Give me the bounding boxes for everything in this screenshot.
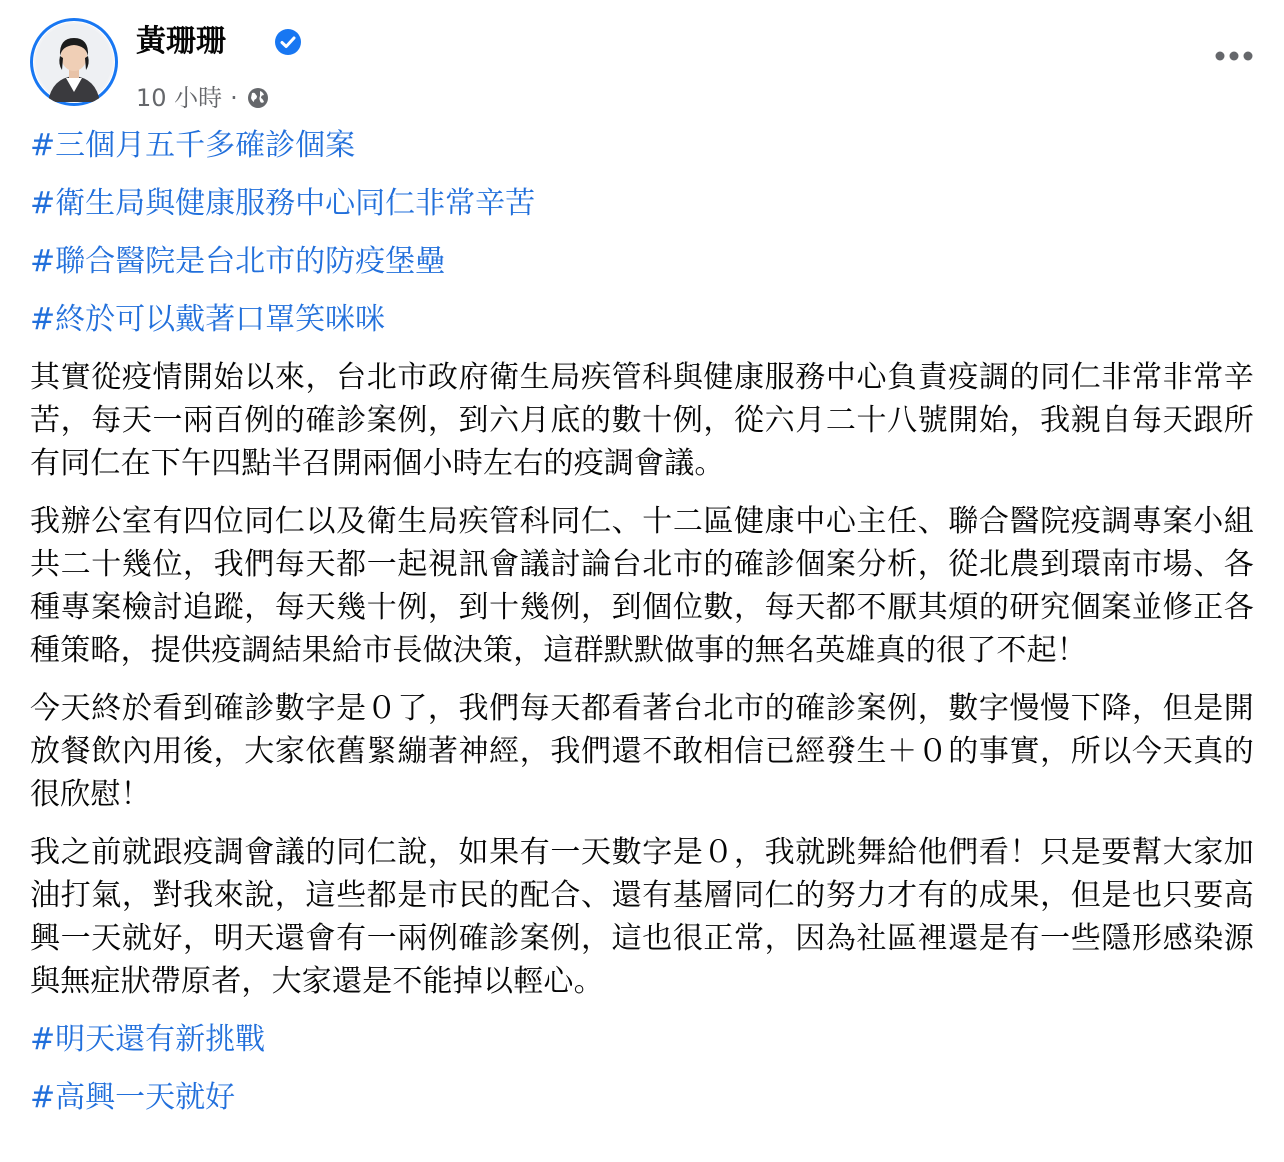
hashtag-link[interactable]: #衛生局與健康服務中心同仁非常辛苦 xyxy=(30,186,536,221)
post-paragraph: 我辦公室有四位同仁以及衛生局疾管科同仁、十二區健康中心主任、聯合醫院疫調專案小組共二十幾位，我們每天都一起視訊會議討論台北市的確診個案分析，從北農到環南市場、各種專案檢討追蹤，每天幾十例，到十幾例，到個位數，每天都不厭其煩的研究個案並修正各種策略，提供疫調結果給市長做決策，這群默默做事的無名英雄真的很了不起！ xyxy=(30,504,1254,668)
hashtag-link[interactable]: #明天還有新挑戰 xyxy=(30,1022,266,1057)
hashtag-link[interactable]: #三個月五千多確診個案 xyxy=(30,128,356,163)
more-horizontal-icon[interactable] xyxy=(1214,48,1254,64)
post-header xyxy=(30,18,1254,112)
post-meta xyxy=(136,82,270,114)
avatar-photo xyxy=(30,18,118,106)
post-timestamp[interactable]: 10 小時 xyxy=(136,84,223,112)
hashtag-link[interactable]: #聯合醫院是台北市的防疫堡壘 xyxy=(30,244,446,279)
globe-icon[interactable] xyxy=(246,86,270,110)
post-paragraph: 我之前就跟疫調會議的同仁說，如果有一天數字是０，我就跳舞給他們看！只是要幫大家加油打氣，對我來說，這些都是市民的配合、還有基層同仁的努力才有的成果，但是也只要高興一天就好，明天還會有一兩例確診案例，這也很正常，因為社區裡還是有一些隱形感染源與無症狀帶原者，大家還是不能掉以輕心。 xyxy=(30,835,1254,999)
hashtag-link[interactable]: #終於可以戴著口罩笑咪咪 xyxy=(30,302,386,337)
hashtags-bottom xyxy=(30,1018,1254,1119)
author-avatar[interactable] xyxy=(30,18,118,106)
post-paragraph: 今天終於看到確診數字是０了，我們每天都看著台北市的確診案例，數字慢慢下降，但是開放餐飲內用後，大家依舊緊繃著神經，我們還不敢相信已經發生＋０的事實，所以今天真的很欣慰！ xyxy=(30,691,1254,812)
verified-badge-icon xyxy=(274,28,302,56)
post-paragraph: 其實從疫情開始以來，台北市政府衛生局疾管科與健康服務中心負責疫調的同仁非常非常辛苦，每天一兩百例的確診案例，到六月底的數十例，從六月二十八號開始，我親自每天跟所有同仁在下午四點半召開兩個小時左右的疫調會議。 xyxy=(30,360,1254,481)
hashtag-link[interactable]: #高興一天就好 xyxy=(30,1080,236,1115)
meta-separator: · xyxy=(230,84,238,112)
author-name[interactable]: 黃珊珊 xyxy=(136,24,226,59)
post-content xyxy=(30,124,1254,1134)
